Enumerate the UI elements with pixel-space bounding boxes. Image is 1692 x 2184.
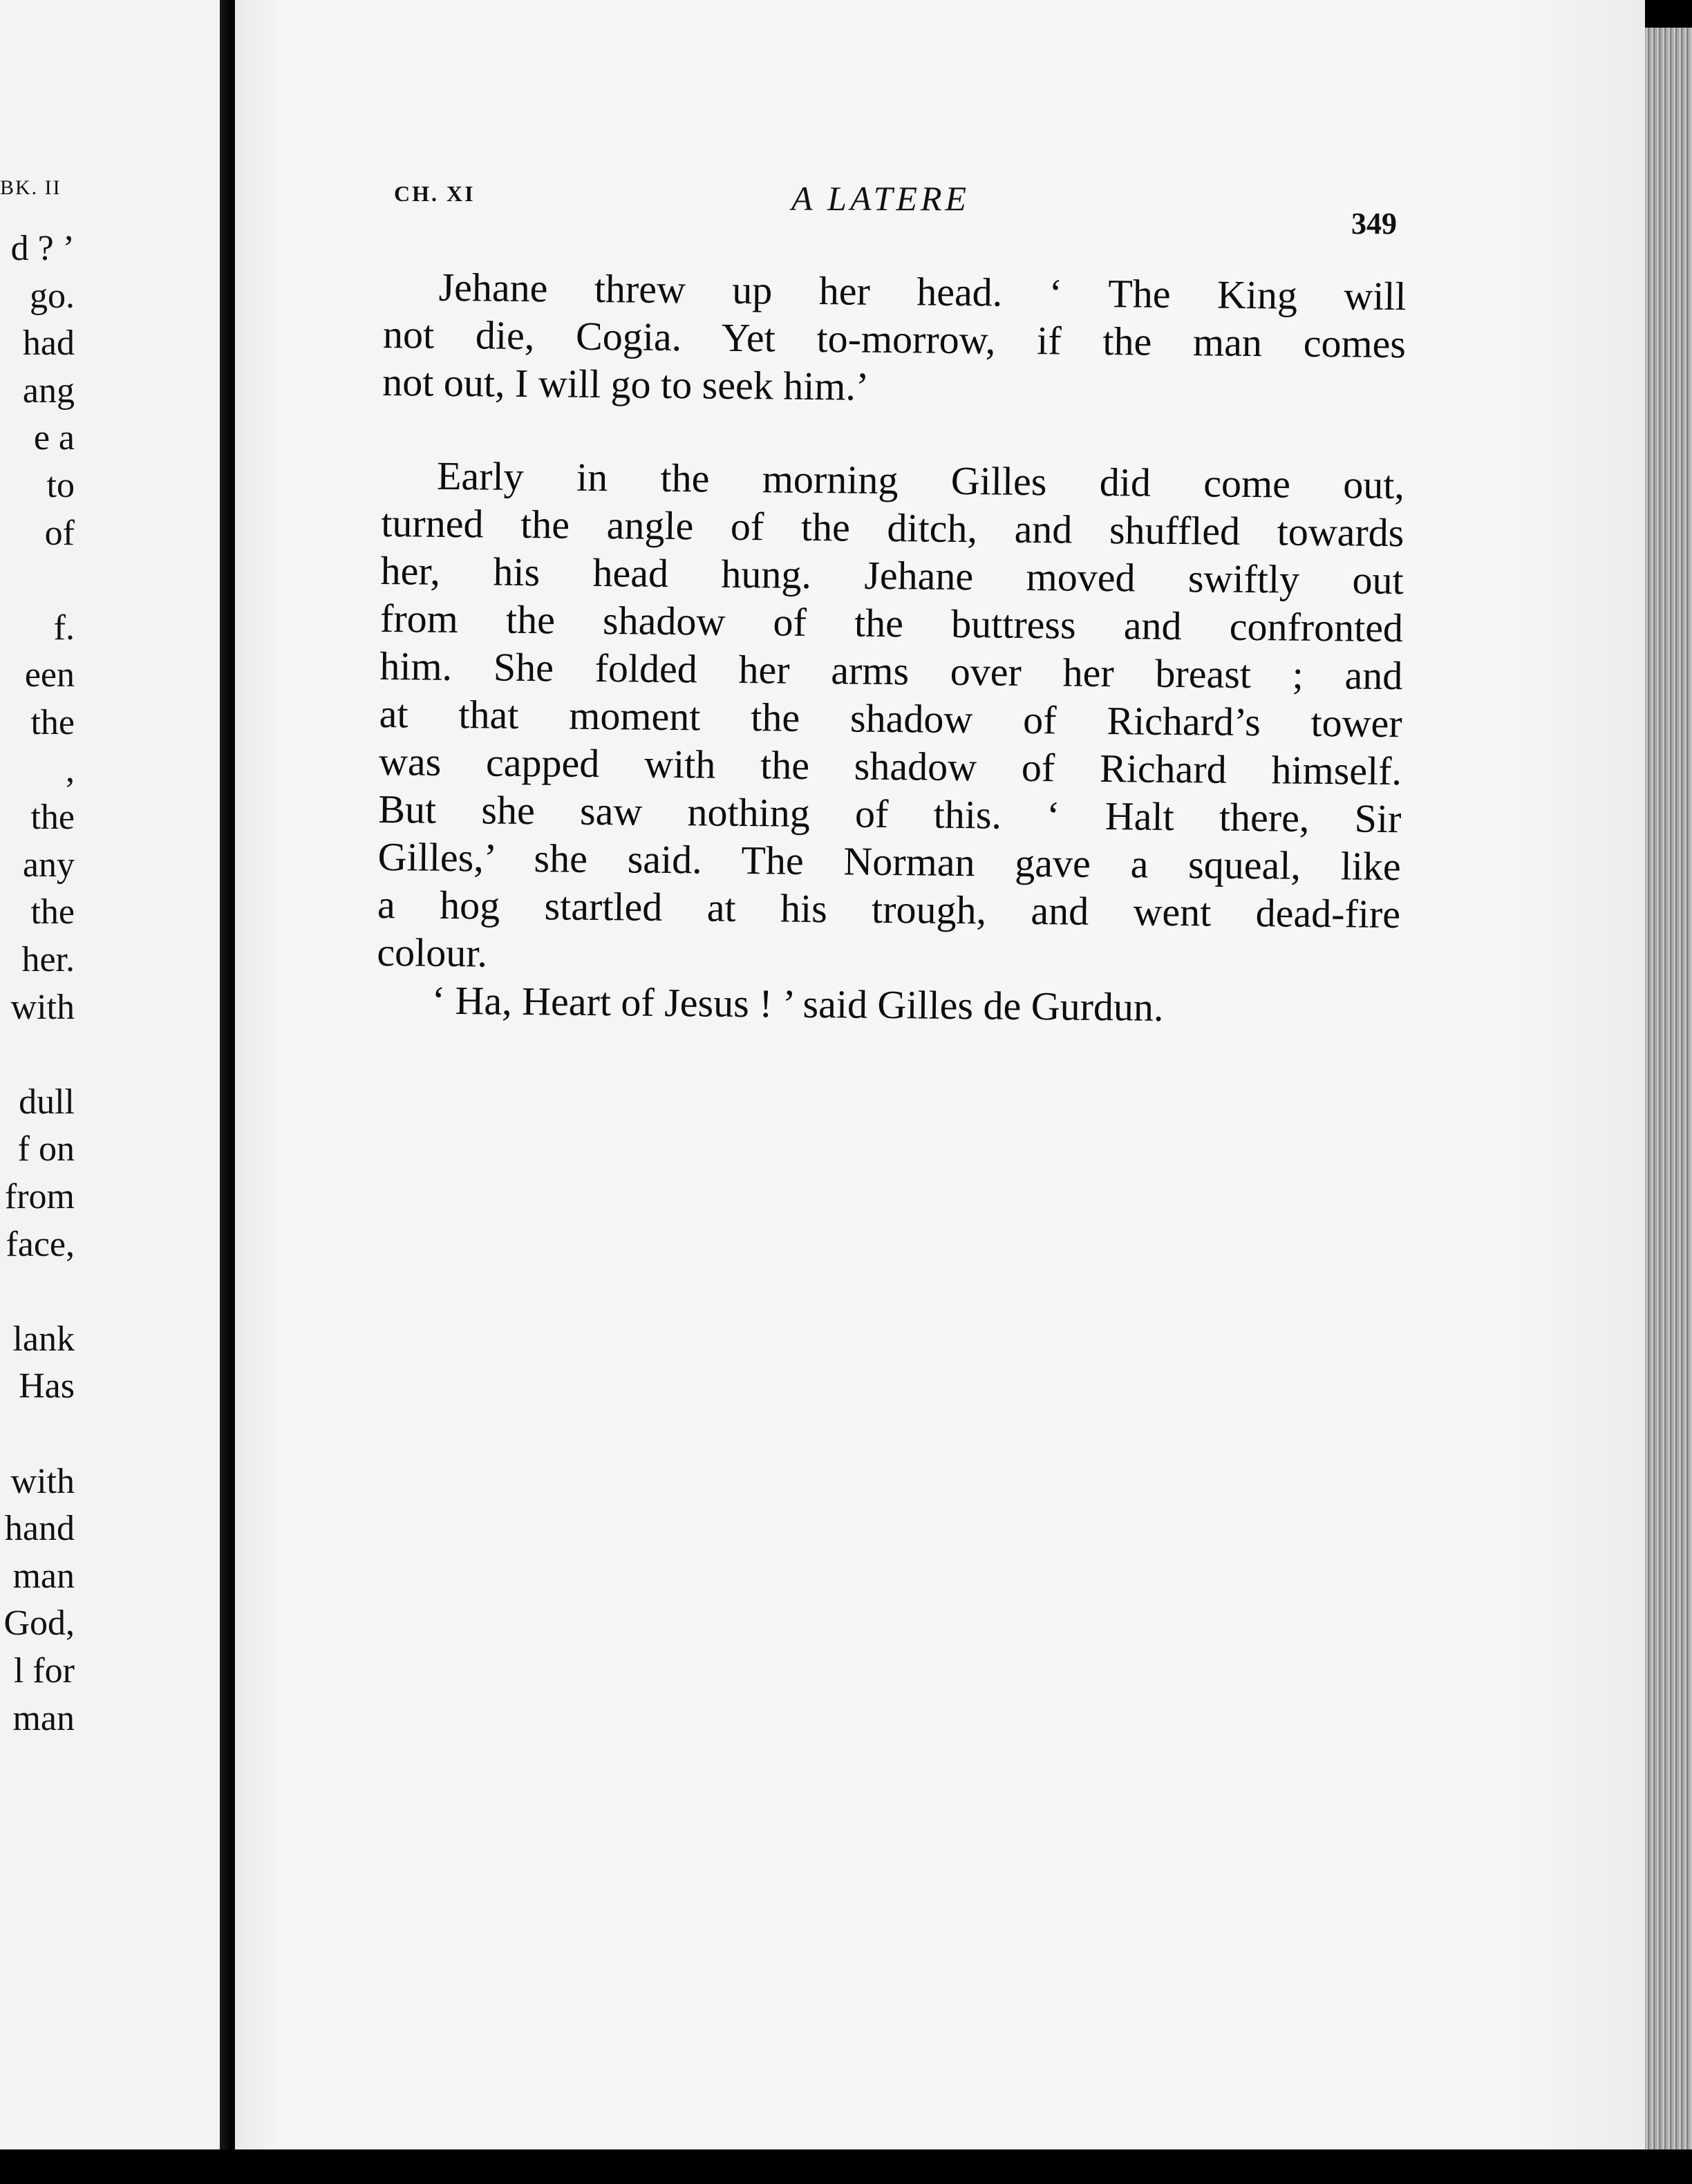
text-line: turned the angle of the ditch, and shuffled towards xyxy=(381,500,1404,556)
text-line: was capped with the shadow of Richard himself. xyxy=(378,738,1402,794)
page-title: A LATERE xyxy=(791,179,970,218)
text-line: ‘ Ha, Heart of Jesus ! ’ said Gilles de Gurdun. xyxy=(431,977,1164,1030)
facing-page-line: d ? ’ xyxy=(10,229,75,268)
text-line: Gilles,’ she said. The Norman gave a squeal, like xyxy=(377,834,1401,889)
facing-page-text xyxy=(0,0,221,2149)
facing-page-line: had xyxy=(22,323,75,364)
text-line: a hog startled at his trough, and went dead-fire xyxy=(377,881,1401,937)
text-line: her, his head hung. Jehane moved swiftly out xyxy=(380,547,1404,603)
facing-page-line: e a xyxy=(33,418,75,458)
facing-page-line: face, xyxy=(6,1224,75,1264)
running-head xyxy=(394,178,1417,241)
text-line: not die, Cogia. Yet to-morrow, if the man comes xyxy=(382,311,1407,367)
text-line: Early in the morning Gilles did come out, xyxy=(436,453,1405,508)
facing-page-line: ang xyxy=(22,370,75,411)
facing-page-line: f. xyxy=(53,608,75,648)
facing-page-line: l for xyxy=(13,1651,75,1691)
paragraph xyxy=(376,976,1400,1033)
text-line: him. She folded her arms over her breast ; and xyxy=(379,643,1403,699)
facing-page-header: BK. II xyxy=(0,176,62,199)
facing-page-line: man xyxy=(12,1556,75,1596)
paragraph xyxy=(382,263,1407,415)
facing-page-line: the xyxy=(30,703,75,742)
text-line: at that moment the shadow of Richard’s tower xyxy=(379,690,1402,746)
text-line: not out, I will go to seek him.’ xyxy=(382,359,870,409)
facing-page-line: the xyxy=(30,892,75,932)
page-number: 349 xyxy=(1351,207,1397,241)
chapter-label: CH. XI xyxy=(394,181,476,206)
facing-page-line: of xyxy=(44,513,75,553)
facing-page-line: from xyxy=(4,1177,75,1216)
facing-page-line: go. xyxy=(30,276,75,316)
facing-page-line: , xyxy=(66,750,75,790)
facing-page-line: een xyxy=(24,655,75,695)
facing-page-line: with xyxy=(10,987,75,1027)
facing-page-line: her. xyxy=(21,940,75,979)
facing-page-line: Has xyxy=(19,1366,75,1406)
facing-page-line: any xyxy=(22,845,75,885)
facing-page-left xyxy=(0,0,221,2149)
paragraph xyxy=(377,451,1404,986)
facing-page-line: hand xyxy=(4,1509,75,1549)
facing-page-line: lank xyxy=(12,1319,75,1359)
facing-page-line: God, xyxy=(3,1603,75,1644)
facing-page-line: man xyxy=(12,1698,75,1738)
facing-page-line: with xyxy=(10,1461,75,1501)
text-line: from the shadow of the buttress and confronted xyxy=(379,595,1404,651)
scan-bottom-border xyxy=(0,2149,1692,2184)
page-edges xyxy=(1645,28,1692,2156)
facing-page-line: dull xyxy=(19,1082,75,1122)
facing-page-line: to xyxy=(46,466,75,505)
facing-page-line: the xyxy=(30,798,75,838)
text-line: But she saw nothing of this. ‘ Halt there, Sir xyxy=(378,786,1402,842)
facing-page-line: f on xyxy=(17,1129,75,1169)
body-text xyxy=(376,263,1407,1033)
text-line: colour. xyxy=(377,929,488,976)
text-line: Jehane threw up her head. ‘ The King will xyxy=(438,264,1407,319)
